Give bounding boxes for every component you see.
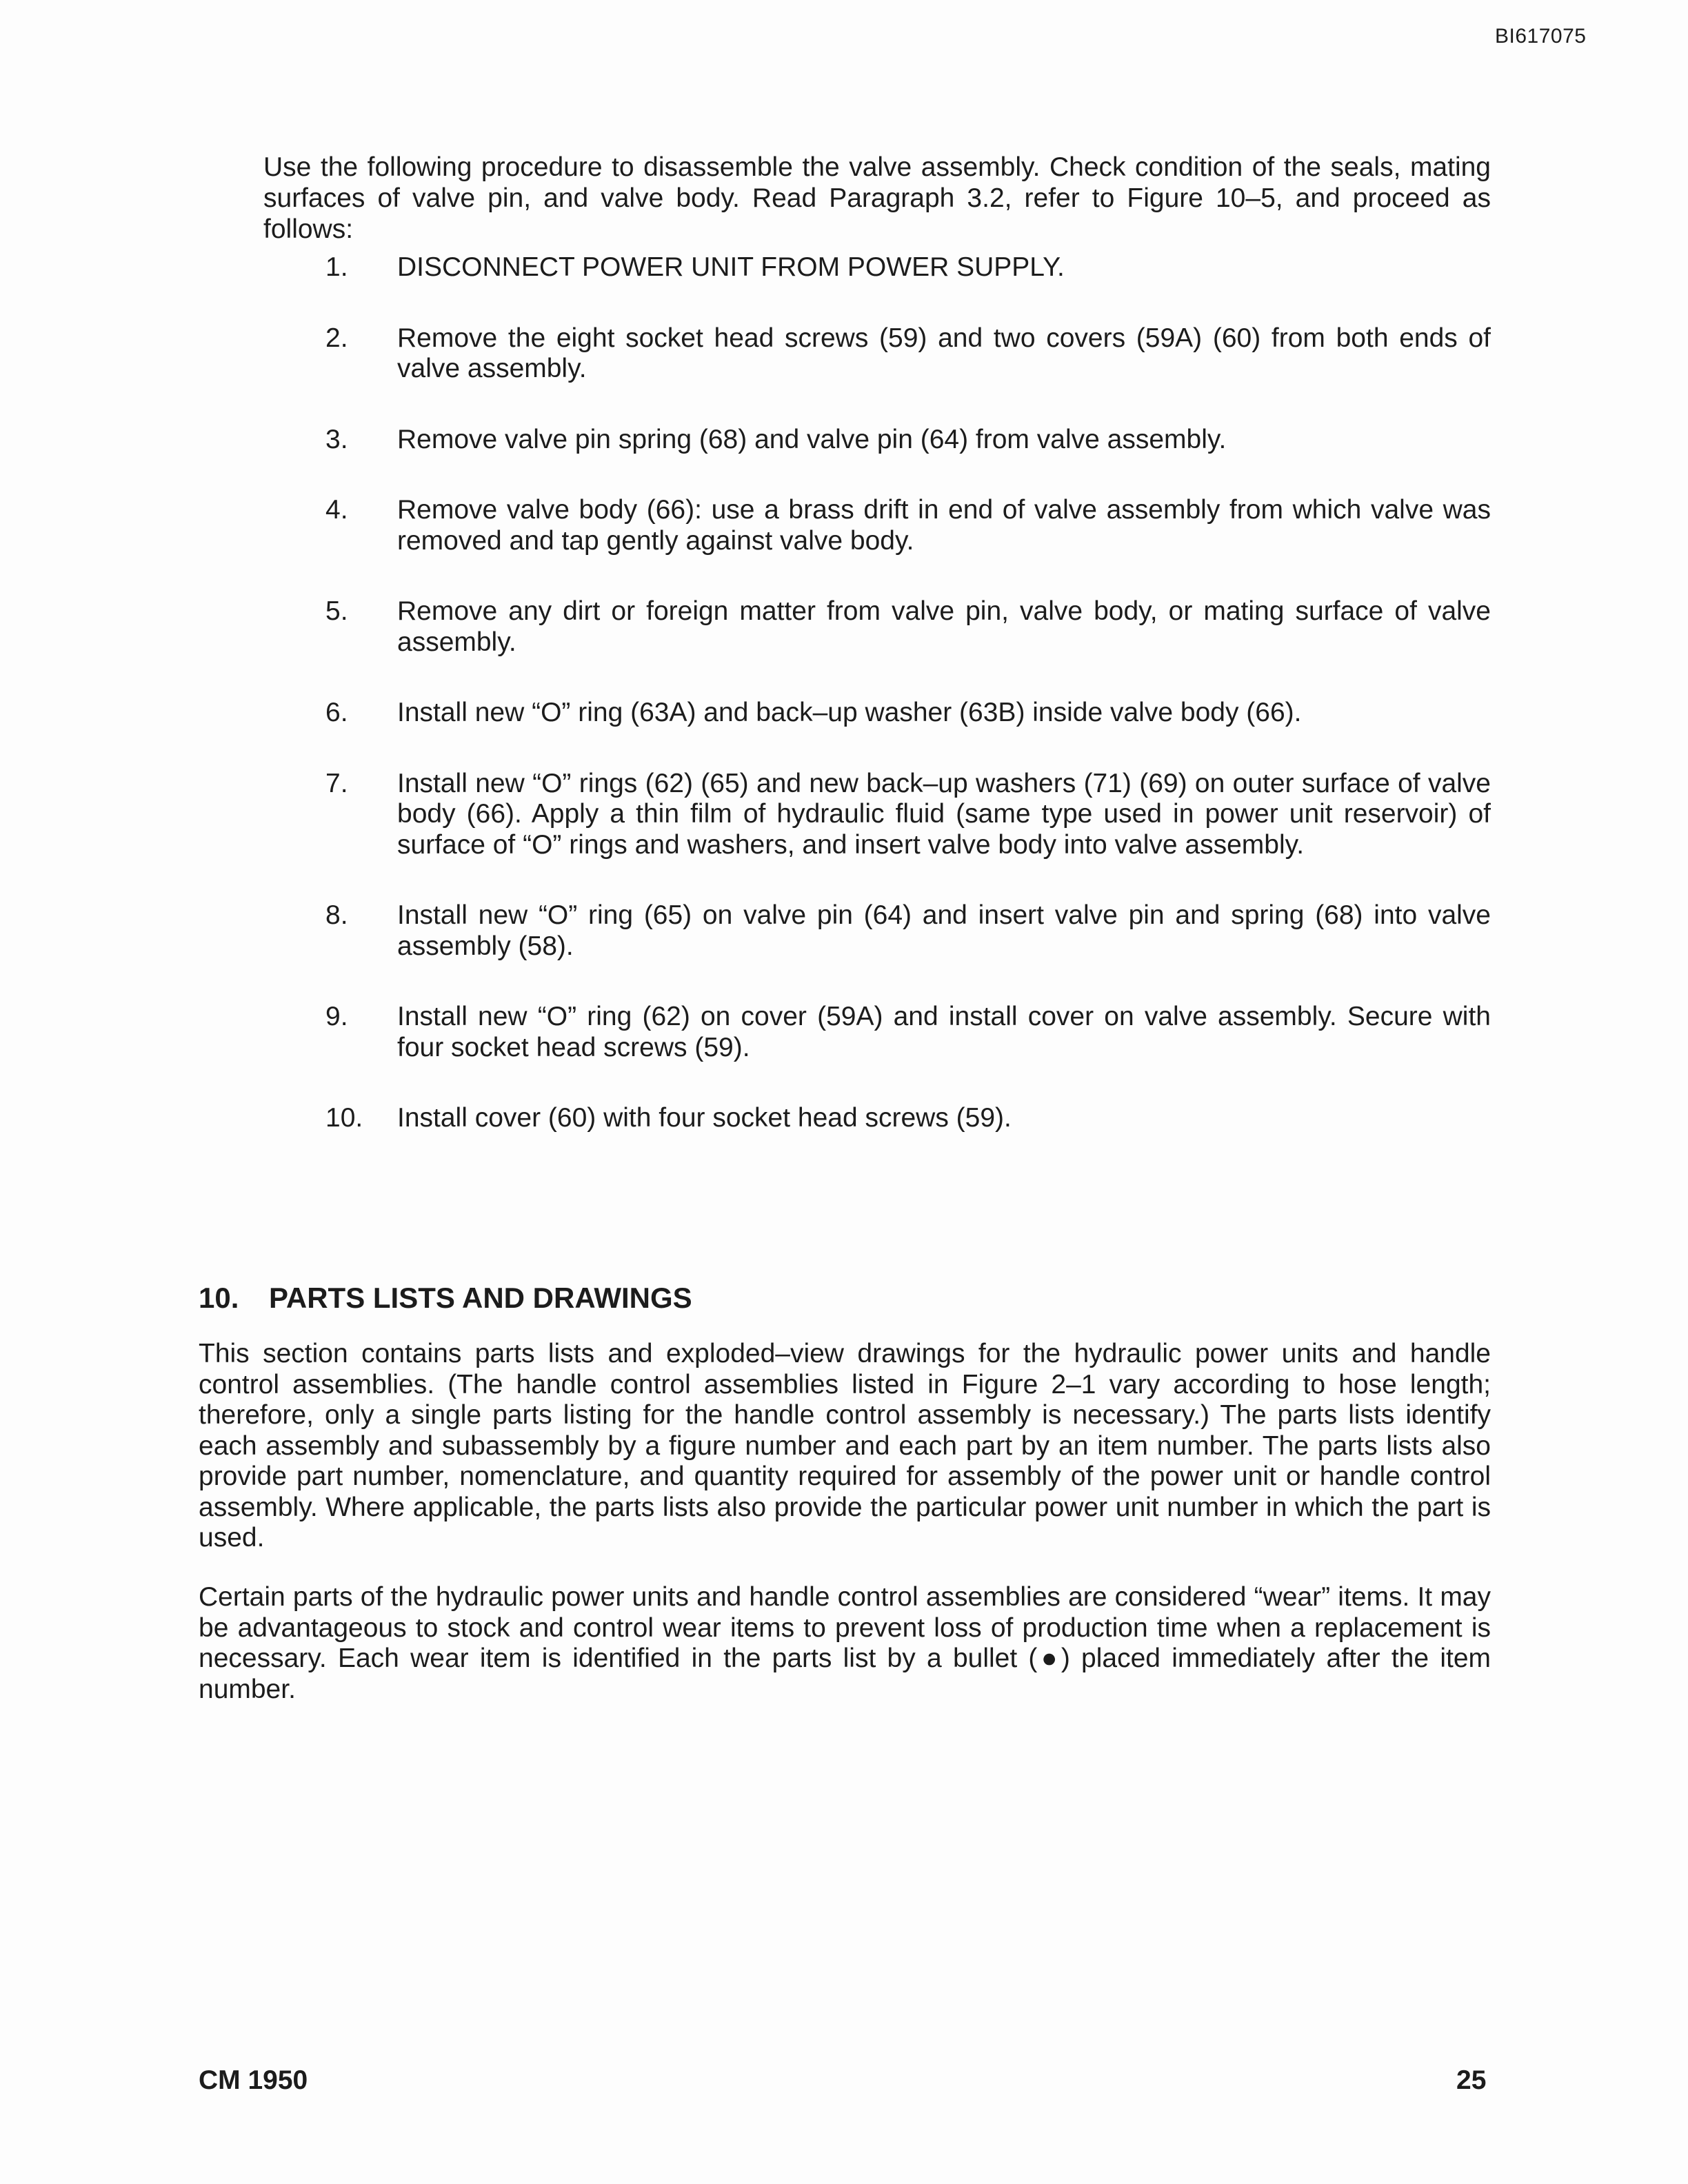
document-id: BI617075 [1495,25,1587,48]
step-number: 2. [325,323,348,353]
section-heading [199,1281,692,1315]
procedure-steps [325,252,1491,1174]
procedure-step [325,596,1491,658]
procedure-step [325,900,1491,962]
section-paragraph: This section contains parts lists and exploded–view drawings for the hydraulic power units and handle control assemblies. (The handle control assemblies listed in Figure 2–1 vary according to hose length; therefore, only a single parts listing for the handle control assembly is necessary.) The parts lists identify each assembly and subassembly by a figure number and each part by an item number. The parts lists also provide part number, nomenclature, and quantity required for assembly of the power unit or handle control assembly. Where applicable, the parts lists also provide the particular power unit number in which the part is used. [199,1339,1491,1553]
step-text: Install new “O” rings (62) (65) and new back–up washers (71) (69) on outer surface of valve body (66). Apply a thin film of hydraulic fluid (same type used in power unit reservoir) of surface of “O” rings and washers, and insert valve body into valve assembly. [397,768,1491,860]
procedure-step [325,698,1491,729]
step-number: 7. [325,768,348,798]
step-text: Install new “O” ring (62) on cover (59A) and install cover on valve assembly. Secure with four socket head screws (59). [397,1002,1491,1062]
step-text: Install new “O” ring (65) on valve pin (64) and insert valve pin and spring (68) into valve assembly (58). [397,900,1491,961]
section-paragraph: Certain parts of the hydraulic power units and handle control assemblies are considered “wear” items. It may be advantageous to stock and control wear items to prevent loss of production time when a replacement is necessary. Each wear item is identified in the parts list by a bullet (●) placed immediately after the item number. [199,1582,1491,1704]
step-text: Remove any dirt or foreign matter from valve pin, valve body, or mating surface of valve assembly. [397,596,1491,657]
step-text: Install cover (60) with four socket head screws (59). [397,1103,1012,1133]
footer-page-number: 25 [1456,2065,1487,2095]
footer-manual-number: CM 1950 [199,2065,308,2095]
procedure-step [325,1002,1491,1063]
section-number: 10. [199,1282,239,1314]
procedure-step [325,495,1491,556]
procedure-step [325,425,1491,456]
step-text: Remove the eight socket head screws (59) and two covers (59A) (60) from both ends of valve assembly. [397,323,1491,383]
step-text: Remove valve body (66): use a brass drift in end of valve assembly from which valve was removed and tap gently against valve body. [397,495,1491,556]
step-number: 8. [325,900,348,930]
step-text: Install new “O” ring (63A) and back–up washer (63B) inside valve body (66). [397,698,1302,727]
step-number: 3. [325,424,348,454]
procedure-step [325,1103,1491,1134]
procedure-step [325,769,1491,861]
step-text: Remove valve pin spring (68) and valve pin (64) from valve assembly. [397,424,1227,454]
step-number: 9. [325,1002,348,1031]
section-title: PARTS LISTS AND DRAWINGS [269,1282,692,1314]
step-number: 5. [325,596,348,626]
step-number: 10. [325,1103,363,1133]
step-number: 6. [325,698,348,727]
step-number: 4. [325,495,348,525]
step-text: DISCONNECT POWER UNIT FROM POWER SUPPLY. [397,252,1065,282]
intro-paragraph: Use the following procedure to disassemble the valve assembly. Check condition of the seals, mating surfaces of valve pin, and valve body. Read Paragraph 3.2, refer to Figure 10–5, and proceed as follows: [263,152,1491,244]
procedure-step [325,252,1491,283]
step-number: 1. [325,252,348,282]
procedure-step [325,323,1491,385]
